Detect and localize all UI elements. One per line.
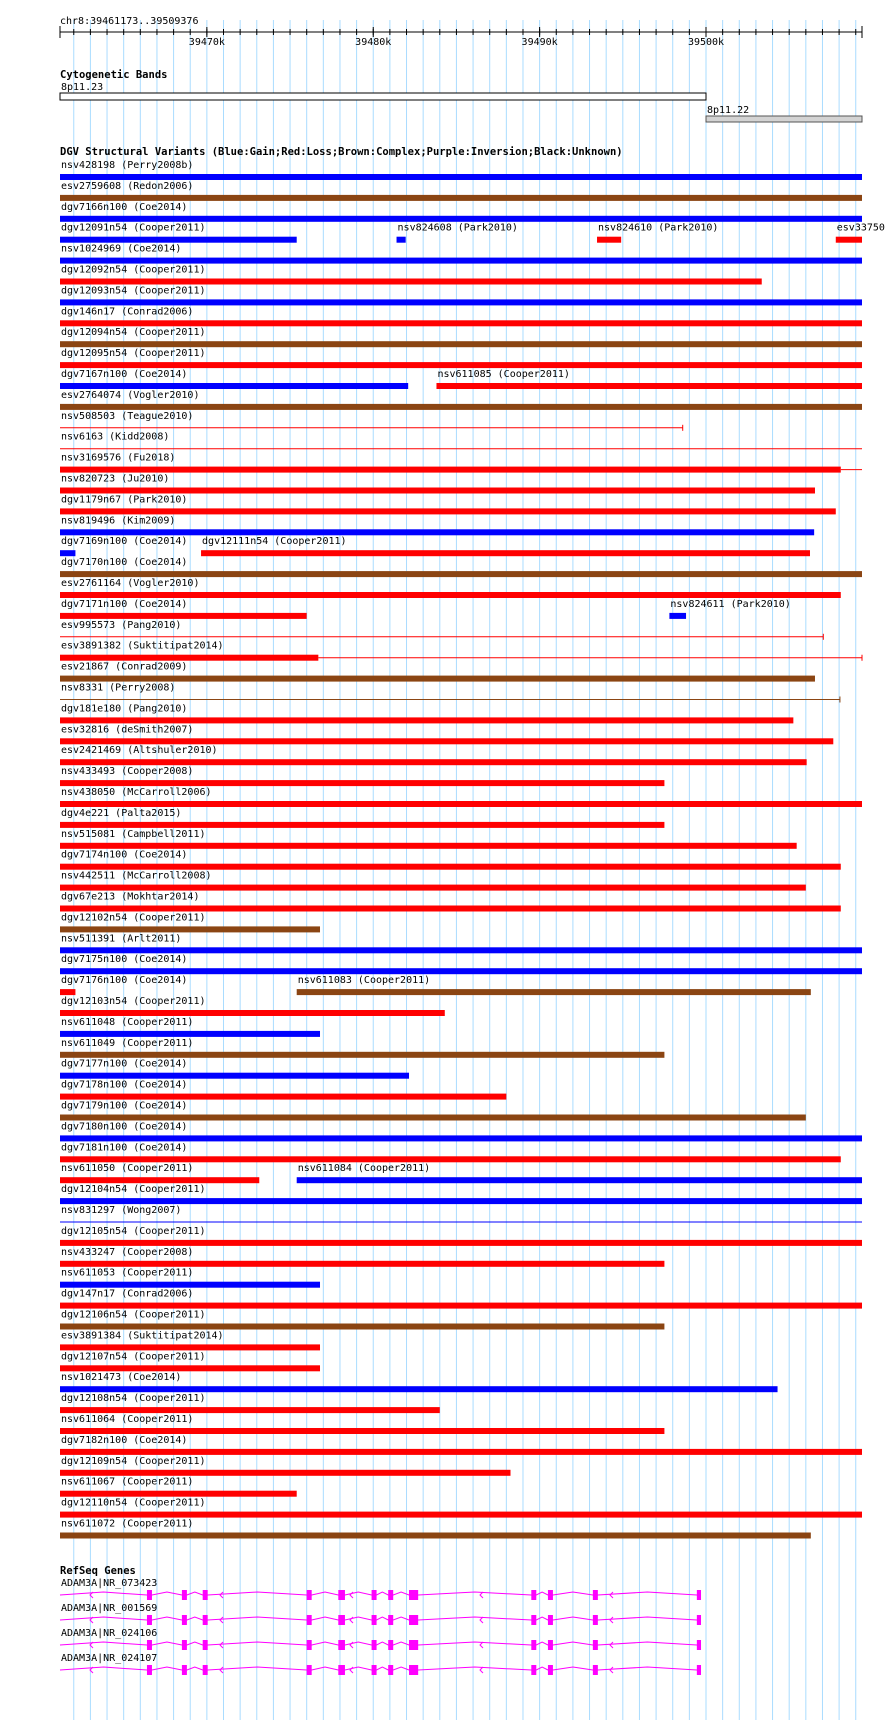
gene-exon: [307, 1615, 312, 1625]
variant-bar: [60, 968, 862, 974]
gene-exon: [388, 1640, 393, 1650]
variant-bar: [60, 989, 75, 995]
variant-label: dgv7176n100 (Coe2014): [61, 975, 188, 987]
variant-bar: [60, 801, 862, 807]
variant-label: dgv7181n100 (Coe2014): [61, 1142, 188, 1154]
gene-strand-arrow: [220, 1642, 223, 1648]
gene-exon: [372, 1665, 377, 1675]
variant-bar: [60, 216, 862, 222]
gene-intron-line: [60, 1592, 701, 1595]
variant-label: nsv6163 (Kidd2008): [61, 431, 170, 443]
gene-exon: [307, 1640, 312, 1650]
variant-bar: [60, 1094, 506, 1100]
variant-label: dgv12108n54 (Cooper2011): [61, 1393, 206, 1405]
variant-label: nsv819496 (Kim2009): [61, 515, 176, 527]
cytoband-label: 8p11.22: [707, 105, 750, 116]
variant-bar: [60, 759, 807, 765]
gene-exon: [548, 1665, 553, 1675]
gene-exon: [593, 1615, 598, 1625]
variant-label: dgv1179n67 (Park2010): [61, 494, 188, 506]
variant-label: nsv824610 (Park2010): [598, 222, 719, 234]
gene-exon: [203, 1590, 208, 1600]
gene-intron-line: [60, 1667, 701, 1670]
variant-bar: [397, 237, 406, 243]
variant-label: dgv7179n100 (Coe2014): [61, 1100, 188, 1112]
variant-bar: [669, 613, 686, 619]
variant-bar: [60, 822, 664, 828]
variant-bar: [60, 1073, 409, 1079]
variant-label: esv2761164 (Vogler2010): [61, 578, 200, 589]
variant-label: esv3891382 (Suktitipat2014): [61, 640, 224, 652]
variant-bar: [60, 906, 841, 912]
variant-label: nsv824611 (Park2010): [670, 598, 791, 610]
variant-label: nsv611083 (Cooper2011): [297, 975, 431, 987]
gene-exon: [182, 1615, 187, 1625]
variant-bar: [60, 1324, 664, 1330]
gene-strand-arrow: [480, 1592, 483, 1598]
variant-bar: [60, 237, 297, 243]
gene-strand-arrow: [220, 1667, 223, 1673]
gene-exon: [388, 1665, 393, 1675]
variant-bar: [60, 1177, 259, 1183]
variant-bar: [60, 467, 841, 473]
gene-exon: [531, 1615, 536, 1625]
gene-exon: [338, 1590, 345, 1600]
ruler-tick-label: 39470k: [188, 37, 225, 48]
variant-bar: [60, 1386, 778, 1392]
variant-label: dgv7182n100 (Coe2014): [61, 1434, 188, 1446]
gene-exon: [182, 1665, 187, 1675]
gene-exon: [182, 1590, 187, 1600]
variant-label: nsv611072 (Cooper2011): [61, 1518, 194, 1530]
gene-exon: [182, 1640, 187, 1650]
variant-label: nsv433247 (Cooper2008): [61, 1246, 194, 1258]
gene-exon: [338, 1615, 345, 1625]
variant-bar: [60, 738, 833, 744]
variant-label: esv21867 (Conrad2009): [61, 661, 188, 673]
gene-strand-arrow: [610, 1667, 613, 1673]
variant-label: dgv12109n54 (Cooper2011): [61, 1455, 206, 1467]
variant-label: dgv7171n100 (Coe2014): [61, 598, 188, 610]
ruler-tick-label: 39500k: [687, 37, 725, 48]
cytoband-label: 8p11.23: [61, 82, 104, 93]
variant-label: dgv12095n54 (Cooper2011): [61, 348, 206, 360]
cytoband-bar: [706, 116, 862, 122]
variant-label: dgv7178n100 (Coe2014): [61, 1079, 188, 1091]
variant-bar: [60, 885, 806, 891]
variant-bar: [60, 1198, 862, 1204]
variant-label: dgv7167n100 (Coe2014): [61, 369, 188, 380]
variant-bar: [60, 1533, 811, 1539]
variant-bar: [60, 550, 75, 556]
variant-bar: [60, 926, 320, 932]
gene-strand-arrow: [480, 1667, 483, 1673]
variant-bar: [297, 1177, 862, 1183]
variant-label: nsv831297 (Wong2007): [61, 1205, 182, 1216]
variant-bar: [60, 613, 307, 619]
gene-strand-arrow: [350, 1642, 353, 1648]
variant-bar: [60, 1470, 511, 1476]
variant-label: dgv12103n54 (Cooper2011): [61, 996, 206, 1007]
variant-label: nsv511391 (Arlt2011): [61, 933, 182, 945]
gene-exon: [531, 1665, 536, 1675]
variant-bar: [60, 655, 318, 661]
variant-bar: [60, 258, 862, 264]
variant-label: dgv7180n100 (Coe2014): [61, 1121, 188, 1133]
variant-label: esv33750: [836, 222, 885, 234]
gene-intron-line: [60, 1642, 701, 1645]
gene-exon: [372, 1640, 377, 1650]
gene-strand-arrow: [610, 1617, 613, 1623]
gene-exon: [388, 1615, 393, 1625]
ruler-tick-label: 39480k: [355, 37, 392, 48]
gene-exon: [593, 1665, 598, 1675]
gene-exon: [409, 1590, 418, 1600]
variant-label: nsv611084 (Cooper2011): [297, 1163, 431, 1175]
variant-bar: [60, 341, 862, 347]
variant-label: nsv611053 (Cooper2011): [61, 1267, 194, 1279]
dgv-track-title: DGV Structural Variants (Blue:Gain;Red:Loss;Brown:Complex;Purple:Inversion;Black:Unknown): [60, 146, 623, 158]
gene-exon: [531, 1590, 536, 1600]
variant-bar: [60, 592, 841, 598]
variant-bar: [60, 1240, 862, 1246]
gene-exon: [409, 1640, 418, 1650]
cytoband-bar: [60, 93, 706, 100]
variant-bar: [60, 1344, 320, 1350]
variant-label: dgv7175n100 (Coe2014): [61, 954, 188, 966]
variant-label: esv32816 (deSmith2007): [61, 724, 194, 736]
gene-exon: [409, 1615, 418, 1625]
variant-label: dgv67e213 (Mokhtar2014): [61, 891, 200, 903]
variant-bar: [60, 195, 862, 201]
variant-bar: [60, 947, 862, 953]
variant-label: dgv12104n54 (Cooper2011): [61, 1184, 206, 1196]
variant-label: dgv7170n100 (Coe2014): [61, 557, 188, 569]
variant-label: dgv12092n54 (Cooper2011): [61, 264, 206, 276]
variant-label: nsv508503 (Teague2010): [61, 410, 194, 422]
variant-label: dgv12094n54 (Cooper2011): [61, 327, 206, 339]
variant-label: dgv7166n100 (Coe2014): [61, 201, 188, 213]
variant-bar: [436, 383, 862, 389]
variant-label: dgv7174n100 (Coe2014): [61, 849, 188, 861]
gene-exon: [388, 1590, 393, 1600]
variant-bar: [597, 237, 621, 243]
variant-bar: [60, 1491, 297, 1497]
variant-label: dgv12102n54 (Cooper2011): [61, 912, 206, 924]
variant-bar: [60, 362, 862, 368]
variant-label: nsv8331 (Perry2008): [61, 682, 176, 694]
gene-intron-line: [60, 1617, 701, 1620]
variant-label: dgv12091n54 (Cooper2011): [61, 222, 206, 234]
variant-bar: [201, 550, 810, 556]
variant-bar: [60, 1512, 862, 1518]
gene-exon: [697, 1590, 701, 1600]
gene-exon: [697, 1615, 701, 1625]
location-label: chr8:39461173..39509376: [60, 16, 199, 27]
variant-label: nsv1021473 (Coe2014): [61, 1372, 182, 1384]
variant-label: nsv438050 (McCarroll2006): [61, 787, 212, 798]
variant-bar: [60, 1115, 806, 1121]
variant-bar: [297, 989, 811, 995]
variant-bar: [60, 299, 862, 305]
variant-bar: [60, 1449, 862, 1455]
ruler-tick-label: 39490k: [521, 37, 558, 48]
variant-bar: [60, 1365, 320, 1371]
variant-bar: [60, 1031, 320, 1037]
variant-label: nsv611085 (Cooper2011): [437, 369, 570, 380]
gene-strand-arrow: [220, 1617, 223, 1623]
gene-exon: [338, 1665, 345, 1675]
gene-strand-arrow: [350, 1617, 353, 1623]
variant-label: nsv428198 (Perry2008b): [61, 160, 194, 171]
variant-label: esv3891384 (Suktitipat2014): [61, 1330, 224, 1342]
gene-exon: [147, 1615, 152, 1625]
gene-exon: [203, 1640, 208, 1650]
gene-strand-arrow: [480, 1642, 483, 1648]
gene-exon: [531, 1640, 536, 1650]
variant-bar: [60, 404, 862, 410]
variant-label: esv2421469 (Altshuler2010): [61, 745, 218, 757]
gene-exon: [338, 1640, 345, 1650]
variant-bar: [60, 529, 814, 535]
variant-bar: [60, 717, 793, 723]
variant-label: dgv7177n100 (Coe2014): [61, 1058, 188, 1070]
variant-label: nsv611050 (Cooper2011): [61, 1163, 194, 1175]
variant-bar: [60, 488, 815, 494]
variant-label: nsv824608 (Park2010): [397, 222, 518, 234]
gene-strand-arrow: [480, 1617, 483, 1623]
variant-bar: [60, 508, 836, 514]
cytoband-track-title: Cytogenetic Bands: [60, 69, 168, 81]
variant-label: dgv12111n54 (Cooper2011): [202, 536, 347, 548]
variant-label: nsv515081 (Campbell2011): [61, 828, 206, 840]
variant-label: nsv1024969 (Coe2014): [61, 243, 182, 255]
variant-label: dgv12110n54 (Cooper2011): [61, 1497, 206, 1509]
gene-exon: [203, 1665, 208, 1675]
gene-strand-arrow: [610, 1642, 613, 1648]
gene-exon: [548, 1590, 553, 1600]
variant-bar: [60, 279, 762, 285]
variant-bar: [60, 174, 862, 180]
variant-label: dgv181e180 (Pang2010): [61, 703, 188, 715]
gene-exon: [548, 1615, 553, 1625]
variant-label: dgv12106n54 (Cooper2011): [61, 1309, 206, 1321]
variant-label: nsv820723 (Ju2010): [61, 473, 170, 485]
variant-label: esv2759608 (Redon2006): [61, 180, 194, 192]
variant-bar: [60, 1156, 841, 1162]
gene-exon: [372, 1615, 377, 1625]
gene-exon: [409, 1665, 418, 1675]
gene-strand-arrow: [350, 1592, 353, 1598]
gene-exon: [147, 1640, 152, 1650]
variant-bar: [60, 780, 664, 786]
gene-label: ADAM3A|NR_024106: [61, 1628, 158, 1639]
gene-exon: [593, 1590, 598, 1600]
gene-strand-arrow: [350, 1667, 353, 1673]
variant-bar: [60, 1010, 445, 1016]
variant-label: dgv4e221 (Palta2015): [61, 807, 182, 819]
gene-exon: [307, 1590, 312, 1600]
variant-label: dgv7169n100 (Coe2014): [61, 536, 188, 548]
gene-label: ADAM3A|NR_001569: [61, 1603, 158, 1614]
gene-label: ADAM3A|NR_024107: [61, 1653, 158, 1664]
gene-exon: [548, 1640, 553, 1650]
variant-label: esv995573 (Pang2010): [61, 619, 182, 631]
variant-bar: [60, 571, 862, 577]
gene-exon: [203, 1615, 208, 1625]
variant-label: dgv12093n54 (Cooper2011): [61, 285, 206, 297]
variant-label: nsv611048 (Cooper2011): [61, 1016, 194, 1028]
variant-bar: [60, 1282, 320, 1288]
gene-exon: [147, 1665, 152, 1675]
variant-label: nsv433493 (Cooper2008): [61, 766, 194, 778]
variant-bar: [60, 1303, 862, 1309]
variant-label: esv2764074 (Vogler2010): [61, 389, 200, 401]
variant-bar: [60, 1428, 664, 1434]
variant-bar: [60, 676, 815, 682]
gene-exon: [372, 1590, 377, 1600]
variant-bar: [60, 320, 862, 326]
variant-label: nsv3169576 (Fu2018): [61, 452, 176, 464]
variant-bar: [60, 1407, 440, 1413]
gene-exon: [147, 1590, 152, 1600]
variant-label: dgv12107n54 (Cooper2011): [61, 1351, 206, 1363]
variant-label: dgv147n17 (Conrad2006): [61, 1288, 194, 1300]
variant-label: nsv611064 (Cooper2011): [61, 1414, 194, 1425]
gene-exon: [593, 1640, 598, 1650]
variant-label: nsv442511 (McCarroll2008): [61, 870, 212, 882]
gene-label: ADAM3A|NR_073423: [61, 1578, 158, 1589]
gene-strand-arrow: [610, 1592, 613, 1598]
gene-exon: [307, 1665, 312, 1675]
variant-label: nsv611067 (Cooper2011): [61, 1476, 194, 1488]
variant-label: dgv146n17 (Conrad2006): [61, 306, 194, 318]
variant-label: nsv611049 (Cooper2011): [61, 1037, 194, 1049]
variant-bar: [60, 843, 797, 849]
variant-bar: [836, 237, 862, 243]
variant-bar: [60, 1135, 862, 1141]
variant-bar: [60, 1052, 664, 1058]
variant-bar: [60, 864, 841, 870]
gene-exon: [697, 1665, 701, 1675]
variant-label: dgv12105n54 (Cooper2011): [61, 1225, 206, 1237]
variant-bar: [60, 383, 408, 389]
refseq-track-title: RefSeq Genes: [60, 1565, 136, 1577]
gene-exon: [697, 1640, 701, 1650]
variant-bar: [60, 1261, 664, 1267]
gene-strand-arrow: [220, 1592, 223, 1598]
